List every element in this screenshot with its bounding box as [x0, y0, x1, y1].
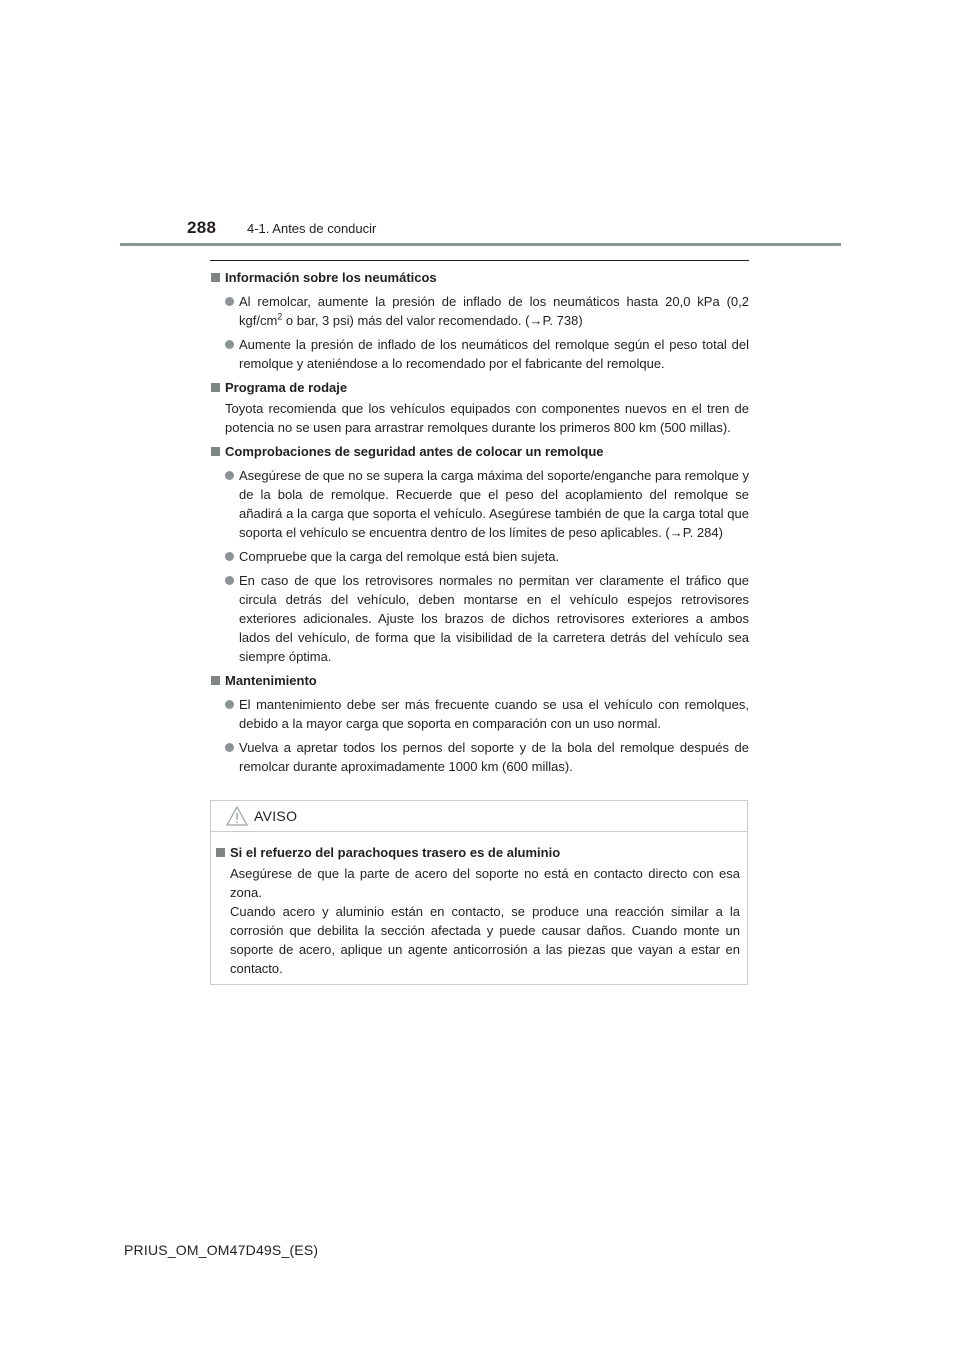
heading-text: Si el refuerzo del parachoques trasero es de aluminio: [230, 845, 561, 860]
bullet-text: Al remolcar, aumente la presión de inflado de los neumáticos hasta 20,0 kPa (0,2 kgf/cm: [239, 294, 749, 328]
list-item: [210, 466, 749, 542]
bullet-text: Aumente la presión de inflado de los neumáticos del remolque según el peso total del remolque y ateniéndose a lo recomendado por el fabricante del remolque.: [239, 337, 749, 371]
heading-text: Mantenimiento: [225, 673, 317, 688]
document-code: PRIUS_OM_OM47D49S_(ES): [124, 1242, 319, 1258]
paragraph: Toyota recomienda que los vehículos equipados con componentes nuevos en el tren de potencia no se usen para arrastrar remolques durante los primeros 800 km (500 millas).: [225, 401, 749, 435]
list-item: [210, 695, 749, 733]
bullet-text: En caso de que los retrovisores normales no permitan ver claramente el tráfico que circula detrás del vehículo, deben montarse en el vehículo espejos retrovisores exteriores adicionales. Ajuste los brazos de dichos retrovisores exteriores a ambos lados del vehículo, de forma que la visibilidad de la carretera detrás del vehículo sea siempre óptima.: [239, 573, 749, 664]
superscript: 2: [277, 311, 283, 322]
warning-heading: [215, 843, 740, 862]
circle-bullet-icon: [225, 471, 234, 480]
circle-bullet-icon: [225, 340, 234, 349]
square-bullet-icon: [211, 676, 220, 685]
heading-text: Programa de rodaje: [225, 380, 348, 395]
circle-bullet-icon: [225, 700, 234, 709]
content-top-rule: [210, 260, 749, 261]
warning-triangle-icon: [226, 806, 248, 826]
circle-bullet-icon: [225, 552, 234, 561]
section-heading: [210, 442, 749, 461]
warning-title: AVISO: [254, 808, 298, 824]
list-item: [210, 335, 749, 373]
square-bullet-icon: [216, 848, 225, 857]
list-item: [210, 292, 749, 330]
section-heading: [210, 378, 749, 397]
page-reference: P. 738): [542, 313, 583, 328]
bullet-text: Asegúrese de que no se supera la carga máxima del soporte/enganche para remolque y de la bola de remolque. Recuerde que el peso del acoplamiento del remolque se añadirá a la carga que soporta el vehículo. Asegúrese también de que la carga total que soporta el vehículo se encuentra dentro de los límites de peso aplicables. (: [239, 468, 749, 540]
section-heading: [210, 268, 749, 287]
section-title: 4-1. Antes de conducir: [247, 221, 377, 236]
circle-bullet-icon: [225, 576, 234, 585]
paragraph: Cuando acero y aluminio están en contacto, se produce una reacción similar a la corrosión que debilita la sección afectada y puede causar daños. Cuando monte un soporte de acero, aplique un agente anticorrosión a las piezas que vayan a estar en contacto.: [230, 904, 740, 976]
header-rule: [120, 243, 841, 246]
square-bullet-icon: [211, 447, 220, 456]
heading-text: Comprobaciones de seguridad antes de colocar un remolque: [225, 444, 604, 459]
main-content: [210, 268, 749, 776]
square-bullet-icon: [211, 383, 220, 392]
square-bullet-icon: [211, 273, 220, 282]
arrow-icon: →: [669, 525, 683, 540]
circle-bullet-icon: [225, 743, 234, 752]
bullet-text: Vuelva a apretar todos los pernos del soporte y de la bola del remolque después de remolcar durante aproximadamente 1000 km (600 millas).: [239, 740, 749, 774]
heading-text: Información sobre los neumáticos: [225, 270, 437, 285]
arrow-icon: →: [529, 313, 543, 328]
paragraph: Asegúrese de que la parte de acero del soporte no está en contacto directo con esa zona.: [230, 866, 740, 900]
bullet-text: Compruebe que la carga del remolque está bien sujeta.: [239, 549, 560, 564]
section-heading: [210, 671, 749, 690]
page-number: 288: [187, 218, 217, 237]
list-item: [210, 571, 749, 666]
warning-box: [210, 800, 748, 985]
list-item: [210, 738, 749, 776]
bullet-text: o bar, 3 psi) más del valor recomendado. (: [282, 313, 530, 328]
circle-bullet-icon: [225, 297, 234, 306]
list-item: [210, 547, 749, 566]
warning-body: [215, 843, 740, 978]
bullet-text: El mantenimiento debe ser más frecuente cuando se usa el vehículo con remolques, debido a la mayor carga que soporta en comparación con un uso normal.: [239, 697, 749, 731]
warning-box-header: [211, 801, 747, 832]
page-reference: P. 284): [682, 525, 723, 540]
